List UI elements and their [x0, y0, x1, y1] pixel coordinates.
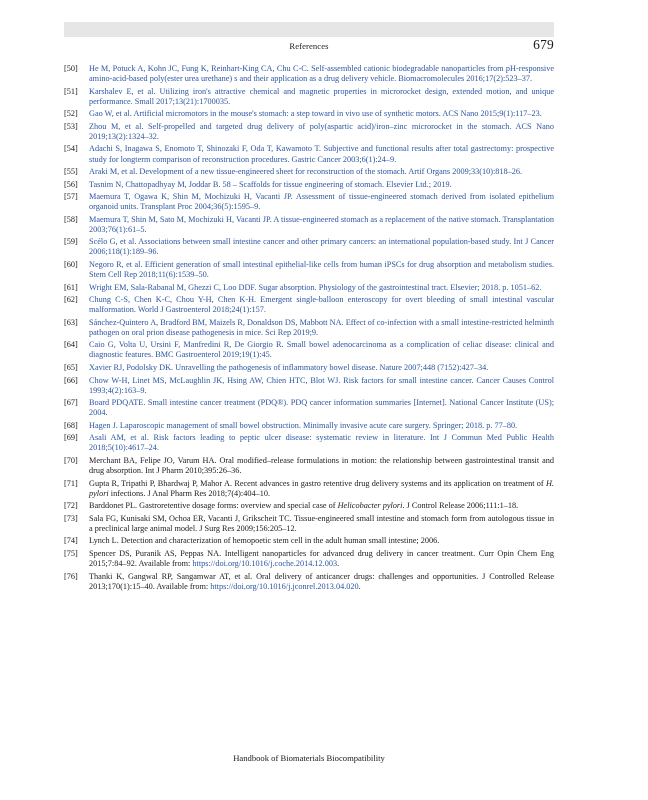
- reference-text: Barddonet PL. Gastroretentive dosage forms: overview and special case of: [89, 501, 338, 511]
- reference-item: [64, 318, 554, 338]
- reference-link[interactable]: Sánchez-Quintero A, Bradford BM, Maizels R, Donaldson DS, Mabbott NA. Effect of co-infection with a small intestine-restricted helminth pathogen on oral prion disease pathogenesis in mice. Sci Rep 2019;9.: [89, 317, 554, 337]
- reference-number: [67]: [64, 398, 78, 408]
- reference-number: [69]: [64, 433, 78, 443]
- reference-link[interactable]: Gao W, et al. Artificial micromotors in the mouse's stomach: a step toward in vivo use of synthetic motors. ACS Nano 2015;9(1):117–23.: [89, 109, 542, 119]
- reference-text: Gupta R, Tripathi P, Bhardwaj P, Mahor A. Recent advances in gastro retentive drug delivery systems and its application on treatment of: [89, 478, 546, 488]
- reference-text: Sala FG, Kunisaki SM, Ochoa ER, Vacanti J, Grikscheit TC. Tissue-engineered small intestine and stomach form from autologous tissue in a preclinical large animal model. J Surg Res 2009;156:205–12.: [89, 513, 554, 533]
- reference-item: [64, 376, 554, 396]
- reference-link[interactable]: Chung C-S, Chen K-C, Chou Y-H, Chen K-H. Emergent single-balloon enteroscopy for overt bleeding of small intestinal vascular malformation. World J Gastroenterol 2018;24(1):157.: [89, 295, 554, 315]
- reference-item: [64, 398, 554, 418]
- reference-number: [56]: [64, 179, 78, 189]
- reference-number: [59]: [64, 237, 78, 247]
- book-title-footer: Handbook of Biomaterials Biocompatibility: [233, 753, 385, 763]
- reference-link[interactable]: Wright EM, Sala-Rabanal M, Ghezzi C, Loo DDF. Sugar absorption. Physiology of the gastrointestinal tract. Elsevier; 2018. p. 1051–62.: [89, 282, 542, 292]
- reference-number: [64]: [64, 340, 78, 350]
- reference-link[interactable]: Maemura T, Ogawa K, Shin M, Mochizuki H, Vacanti JP. Assessment of tissue-engineered stomach derived from isolated epithelium organoid units. Transplant Proc 2004;36(5):1595–9.: [89, 192, 554, 212]
- running-head: References: [289, 41, 329, 51]
- reference-number: [63]: [64, 317, 78, 327]
- reference-item: [64, 340, 554, 360]
- reference-item: [64, 237, 554, 257]
- reference-text: .: [358, 581, 361, 591]
- reference-number: [76]: [64, 571, 78, 581]
- reference-link[interactable]: Hagen J. Laparoscopic management of small bowel obstruction. Minimally invasive acute care surgery. Springer; 2018. p. 77–80.: [89, 420, 518, 430]
- reference-text: Merchant BA, Felipe JO, Varum HA. Oral modified–release formulations in motion: the relationship between gastrointestinal transit and drug absorption. Int J Pharm 2010;395:26–36.: [89, 455, 554, 476]
- page-number: 679: [533, 37, 554, 52]
- reference-number: [73]: [64, 513, 78, 523]
- reference-text: Spencer DS, Puranik AS, Peppas NA. Intelligent nanoparticles for advanced drug delivery in cancer treatment. Curr Opin Chem Eng 2015;7:84–92. Available from:: [89, 548, 554, 568]
- reference-number: [52]: [64, 109, 78, 119]
- reference-link[interactable]: Scélo G, et al. Associations between small intestine cancer and other primary cancers: an international population-based study. Int J Cancer 2006;118(1):189–96.: [89, 237, 554, 257]
- reference-item: [64, 295, 554, 315]
- reference-item: [64, 456, 554, 476]
- reference-number: [75]: [64, 548, 78, 558]
- reference-link[interactable]: Negoro R, et al. Efficient generation of small intestinal epithelial-like cells from human iPSCs for drug absorption and metabolism studies. Stem Cell Rep 2018;11(6):1539–50.: [89, 259, 554, 280]
- reference-link[interactable]: Karshalev E, et al. Utilizing iron's attractive chemical and magnetic properties in microrocket design, extended motion, and unique performance. Small 2017;13(21):1700035.: [89, 86, 554, 106]
- reference-item: [64, 363, 554, 373]
- reference-link[interactable]: Araki M, et al. Development of a new tissue-engineered sheet for reconstruction of the stomach. Artif Organs 2009;33(10):818–26.: [89, 167, 523, 177]
- reference-item: [64, 64, 554, 84]
- reference-item: [64, 549, 554, 569]
- reference-text: infections. J Anal Pharm Res 2018;7(4):404–10.: [108, 488, 271, 498]
- reference-item: [64, 283, 554, 293]
- reference-item: [64, 260, 554, 280]
- reference-text: . J Control Release 2006;111:1–18.: [402, 501, 519, 511]
- reference-link[interactable]: Tasnim N, Chattopadhyay M, Joddar B. 58 – Scaffolds for tissue engineering of stomach. Elsevier Ltd.; 2019.: [89, 179, 452, 189]
- reference-item: [64, 109, 554, 119]
- reference-link[interactable]: Chow W-H, Linet MS, McLaughlin JK, Hsing AW, Chien HTC, Blot WJ. Risk factors for small intestine cancer. Cancer Causes Control 1993;4(2):163–9.: [89, 375, 554, 395]
- reference-item: [64, 536, 554, 546]
- reference-link[interactable]: Asali AM, et al. Risk factors leading to peptic ulcer disease: systematic review in literature. Int J Commun Med Public Health 2018;5(10):4617–24.: [89, 433, 554, 453]
- reference-list: [64, 64, 554, 594]
- reference-link[interactable]: Xavier RJ, Podolsky DK. Unravelling the pathogenesis of inflammatory bowel disease. Nature 2007;448 (7152):427–34.: [89, 363, 489, 372]
- page-header: [64, 38, 554, 56]
- reference-number: [55]: [64, 167, 78, 177]
- reference-number: [50]: [64, 64, 78, 73]
- reference-item: [64, 144, 554, 164]
- reference-item: [64, 501, 554, 511]
- reference-item: [64, 479, 554, 499]
- reference-link[interactable]: He M, Potuck A, Kohn JC, Fung K, Reinhart-King CA, Chu C-C. Self-assembled cationic biodegradable nanoparticles from pH-responsive amino-acid-based poly(ester urea urethane) s and their application as a drug delivery vehicle. Biomacromolecules 2016;17(2):523–37.: [89, 64, 554, 84]
- reference-link[interactable]: Caio G, Volta U, Ursini F, Manfredini R, De Giorgio R. Small bowel adenocarcinoma as a complication of celiac disease: clinical and diagnostic features. BMC Gastroenterol 2019;19(1):45.: [89, 340, 554, 360]
- reference-number: [58]: [64, 214, 78, 224]
- reference-item: [64, 433, 554, 453]
- reference-number: [68]: [64, 420, 78, 430]
- reference-item: [64, 192, 554, 212]
- reference-item: [64, 514, 554, 534]
- reference-item: [64, 215, 554, 235]
- reference-link[interactable]: Adachi S, Inagawa S, Enomoto T, Shinozaki F, Oda T, Kawamoto T. Subjective and functional results after total gastrectomy: prospective study for longterm comparison of reconstruction procedures. Gastric Cancer 2003;6(1):24–9.: [89, 144, 554, 164]
- italic-term: Helicobacter pylori: [337, 501, 403, 511]
- header-bar: [64, 22, 554, 37]
- reference-link[interactable]: Maemura T, Shin M, Sato M, Mochizuki H, Vacanti JP. A tissue-engineered stomach as a replacement of the native stomach. Transplantation 2003;76(1):61–5.: [89, 214, 554, 234]
- reference-link[interactable]: Board PDQATE. Small intestine cancer treatment (PDQ®). PDQ cancer information summaries [Internet]. National Cancer Institute (US); 2004.: [89, 398, 554, 418]
- doi-link[interactable]: https://doi.org/10.1016/j.jconrel.2013.04.020: [210, 581, 359, 591]
- reference-number: [66]: [64, 375, 78, 385]
- reference-text: Lynch L. Detection and characterization of hemopoetic stem cell in the adult human small intestine; 2006.: [89, 536, 440, 546]
- reference-item: [64, 421, 554, 431]
- reference-number: [71]: [64, 478, 78, 488]
- reference-number: [60]: [64, 259, 78, 269]
- reference-number: [74]: [64, 536, 78, 546]
- doi-link[interactable]: https://doi.org/10.1016/j.coche.2014.12.003: [192, 558, 338, 568]
- italic-term: H. pylori: [89, 478, 554, 498]
- reference-item: [64, 167, 554, 177]
- reference-number: [54]: [64, 144, 78, 154]
- reference-text: .: [337, 558, 340, 568]
- reference-number: [62]: [64, 295, 78, 305]
- reference-item: [64, 122, 554, 142]
- reference-number: [57]: [64, 192, 78, 202]
- reference-link[interactable]: Zhou M, et al. Self-propelled and targeted drug delivery of poly(aspartic acid)/iron–zinc microrocket in the stomach. ACS Nano 2019;13(2):1324–32.: [89, 121, 554, 141]
- reference-number: [61]: [64, 282, 78, 292]
- reference-number: [53]: [64, 121, 78, 131]
- reference-number: [51]: [64, 86, 78, 96]
- reference-number: [65]: [64, 363, 78, 372]
- reference-number: [72]: [64, 501, 78, 511]
- reference-text: Thanki K, Gangwal RP, Sangamwar AT, et al. Oral delivery of anticancer drugs: challenges and opportunities. J Controlled Release 2013;170(1):15–40. Available from:: [89, 571, 554, 591]
- reference-item: [64, 572, 554, 592]
- reference-number: [70]: [64, 455, 78, 465]
- reference-item: [64, 180, 554, 190]
- reference-item: [64, 87, 554, 107]
